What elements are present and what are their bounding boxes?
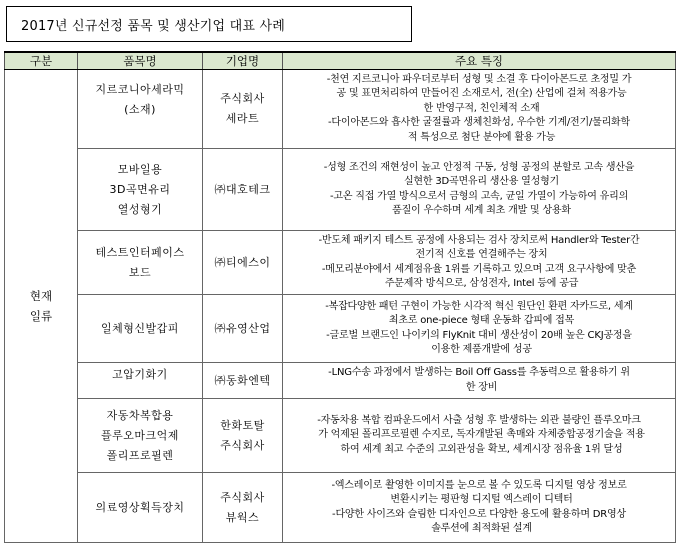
company-cell <box>203 231 283 295</box>
company-cell <box>203 473 283 543</box>
features-cell <box>283 149 676 231</box>
product-cell <box>78 363 203 399</box>
features-cell <box>283 363 676 399</box>
feature-line: 최초로 one-piece 형태 운동화 갑피에 접목 <box>388 315 575 326</box>
feature-line: -천연 지르코니아 파우더로부터 성형 및 소결 후 다이아몬드로 초정밀 가 <box>326 73 632 85</box>
table-row <box>5 473 676 543</box>
feature-line: 가 억제된 폴리프로필렌 수지로, 독자개발된 촉매와 자체중합공정기술을 적용 <box>318 429 645 441</box>
header-features: 주요 특징 <box>283 52 676 70</box>
feature-line: -메모리분야에서 세계점유율 1위를 기록하고 있으며 고객 요구사항에 맞춘 <box>321 263 637 275</box>
product-cell <box>78 70 203 149</box>
feature-line: -LNG수송 과정에서 발생하는 Boil Off Gass를 추동력으로 활용하기 위 <box>328 367 630 378</box>
feature-line: -복잡다양한 패턴 구현이 가능한 시각적 혁신 원단인 환편 자카드로, 세계 <box>325 300 633 312</box>
product-cell <box>78 149 203 231</box>
product-line: 고압기화기 <box>112 368 168 381</box>
feature-line: 하여 세계 최고 수준의 고외관성을 확보, 세계시장 점유율 1위 달성 <box>340 443 623 455</box>
feature-line: 솔루션에 최적화된 설계 <box>431 523 532 534</box>
feature-line: 주문제작 방식으로, 삼성전자, Intel 등에 공급 <box>384 278 579 289</box>
features-cell <box>283 473 676 543</box>
table-row <box>5 231 676 295</box>
company-line: ㈜유영산업 <box>214 321 271 335</box>
product-line: 폴리프로필렌 <box>106 448 174 462</box>
feature-line: 실현한 3D곡면유리 생산용 열성형기 <box>403 176 560 187</box>
company-line: ㈜티에스이 <box>214 255 271 269</box>
product-cell <box>78 473 203 543</box>
product-line: 보드 <box>128 265 152 279</box>
feature-line: -고온 직접 가열 방식으로서 금형의 고속, 균일 가열이 가능하여 유리의 <box>329 190 629 202</box>
title-text: 2017년 신규선정 품목 및 생산기업 대표 사례 <box>21 18 286 34</box>
features-cell <box>283 231 676 295</box>
product-line: 테스트인터페이스 <box>95 245 185 259</box>
product-cell <box>78 399 203 473</box>
category-line: 일류 <box>29 309 53 323</box>
feature-line: -다양한 사이즈와 슬림한 디자인으로 다양한 용도에 활용하며 DR영상 <box>332 508 626 520</box>
feature-line: 변환시키는 평판형 디지털 엑스레이 디텍터 <box>390 494 573 505</box>
feature-line: -글로벌 브랜드인 나이키의 FlyKnit 대비 생산성이 20배 높은 CKJ공정을 <box>326 329 632 341</box>
feature-line: 한 장비 <box>465 381 498 393</box>
product-line: 모바일용 <box>117 162 163 176</box>
company-line: 주식회사 <box>220 438 265 452</box>
product-line: 3D곡면유리 <box>109 182 171 196</box>
table-row <box>5 295 676 363</box>
header-product: 품목명 <box>78 52 203 70</box>
features-cell <box>283 295 676 363</box>
features-cell <box>283 399 676 473</box>
feature-line: 전기적 신호를 연결해주는 장치 <box>415 249 548 260</box>
header-company: 기업명 <box>203 52 283 70</box>
table-row <box>5 149 676 231</box>
feature-line: -자동차용 복합 컴파운드에서 사출 성형 후 발생하는 외관 불량인 플루오마크 <box>317 414 641 426</box>
product-cell <box>78 231 203 295</box>
feature-line: 공 및 표면처리하여 만들어진 소재로서, 전(全) 산업에 걸쳐 적용가능 <box>336 88 627 100</box>
company-line: 한화토탈 <box>220 418 265 432</box>
product-line: 의료영상획득장치 <box>95 500 185 514</box>
feature-line: 한 반영구적, 친인체적 소재 <box>423 102 540 114</box>
company-line: 뷰웍스 <box>225 510 260 524</box>
company-cell <box>203 70 283 149</box>
table-row <box>5 399 676 473</box>
company-line: ㈜동화엔텍 <box>214 373 271 387</box>
product-table <box>4 51 676 543</box>
product-line: 열성형기 <box>117 202 163 216</box>
product-line: 플루오마크억제 <box>101 428 179 442</box>
feature-line: -성형 조건의 재현성이 높고 안정적 구동, 성형 공정의 분할로 고속 생산을 <box>323 161 635 173</box>
company-line: 세라트 <box>225 112 260 125</box>
feature-line: 적 특성으로 첨단 분야에 활용 가능 <box>407 131 556 143</box>
company-cell <box>203 363 283 399</box>
feature-line: 품질이 우수하며 세계 최초 개발 및 상용화 <box>392 205 571 216</box>
table-row <box>5 70 676 149</box>
company-cell <box>203 149 283 231</box>
company-line: ㈜대호테크 <box>214 182 271 196</box>
company-line: 주식회사 <box>220 490 265 504</box>
product-cell <box>78 295 203 363</box>
table-header-row <box>5 52 676 70</box>
product-line: (소재) <box>124 103 156 116</box>
header-category: 구분 <box>5 52 78 70</box>
table-row <box>5 363 676 399</box>
product-line: 일체형신발갑피 <box>101 321 179 335</box>
product-line: 지르코니아세라믹 <box>95 83 185 96</box>
feature-line: -다이아몬드와 흡사한 굴절률과 생체친화성, 우수한 기계/전기/물리화학 <box>328 117 630 129</box>
company-cell <box>203 295 283 363</box>
category-line: 현재 <box>29 289 53 303</box>
company-cell <box>203 399 283 473</box>
feature-line: -반도체 패키지 테스트 공정에 사용되는 검사 장치로써 Handler와 Tester간 <box>318 234 640 246</box>
category-cell <box>5 70 78 543</box>
product-line: 자동차복합용 <box>106 408 174 422</box>
features-cell <box>283 70 676 149</box>
document-title <box>6 6 412 42</box>
feature-line: -엑스레이로 촬영한 이미지를 눈으로 볼 수 있도록 디지털 영상 정보로 <box>331 479 627 491</box>
feature-line: 이용한 제품개발에 성공 <box>431 344 532 355</box>
company-line: 주식회사 <box>220 92 265 105</box>
